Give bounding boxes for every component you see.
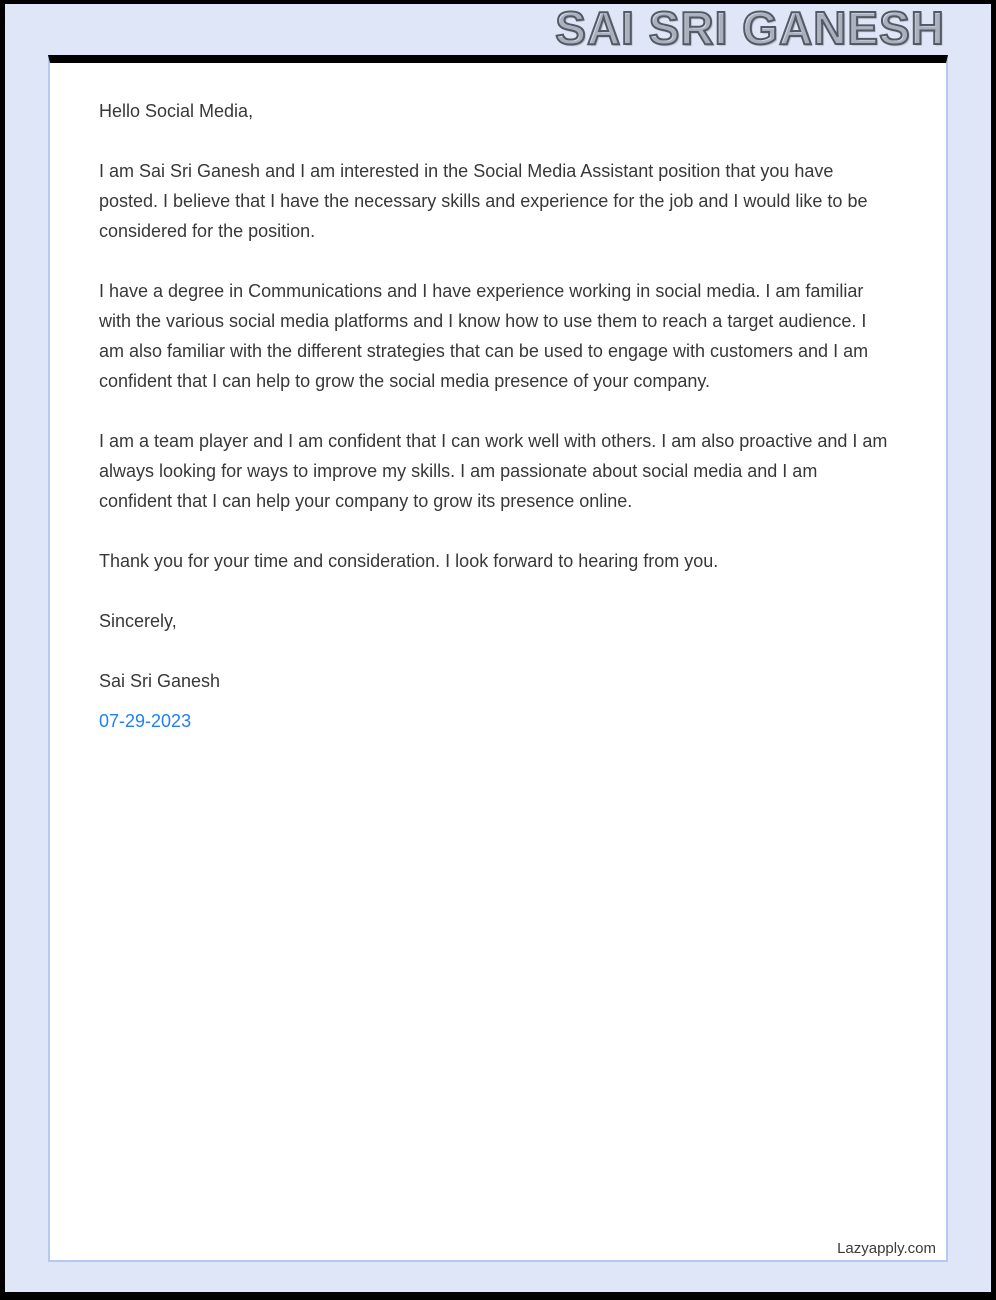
letter-body (50, 63, 946, 1260)
signature-name: Sai Sri Ganesh (99, 671, 221, 691)
paragraph-1: I am Sai Sri Ganesh and I am interested in the Social Media Assistant position that you have posted. I believe that I have the necessary skills and experience for the job and I would like to be considered for the position. (99, 161, 868, 241)
letter-date-link[interactable]: 07-29-2023 (99, 711, 192, 731)
header-name: SAI SRI GANESH (555, 2, 945, 54)
paragraph-2: I have a degree in Communications and I have experience working in social media. I am familiar with the various social media platforms and I know how to use them to reach a target audience. I am also familiar with the different strategies that can be used to engage with customers and I am confident that I can help to grow the social media presence of your company. (99, 281, 869, 391)
letter-sheet (48, 55, 948, 1262)
salutation: Hello Social Media, (99, 101, 254, 121)
watermark-text: Lazyapply.com (837, 1240, 936, 1257)
closing: Sincerely, (99, 611, 177, 631)
page-background (5, 4, 991, 1292)
paragraph-4: Thank you for your time and consideration. I look forward to hearing from you. (99, 551, 719, 571)
paragraph-3: I am a team player and I am confident that I can work well with others. I am also proactive and I am always looking for ways to improve my skills. I am passionate about social media and I am confident that I can help your company to grow its presence online. (99, 431, 888, 511)
